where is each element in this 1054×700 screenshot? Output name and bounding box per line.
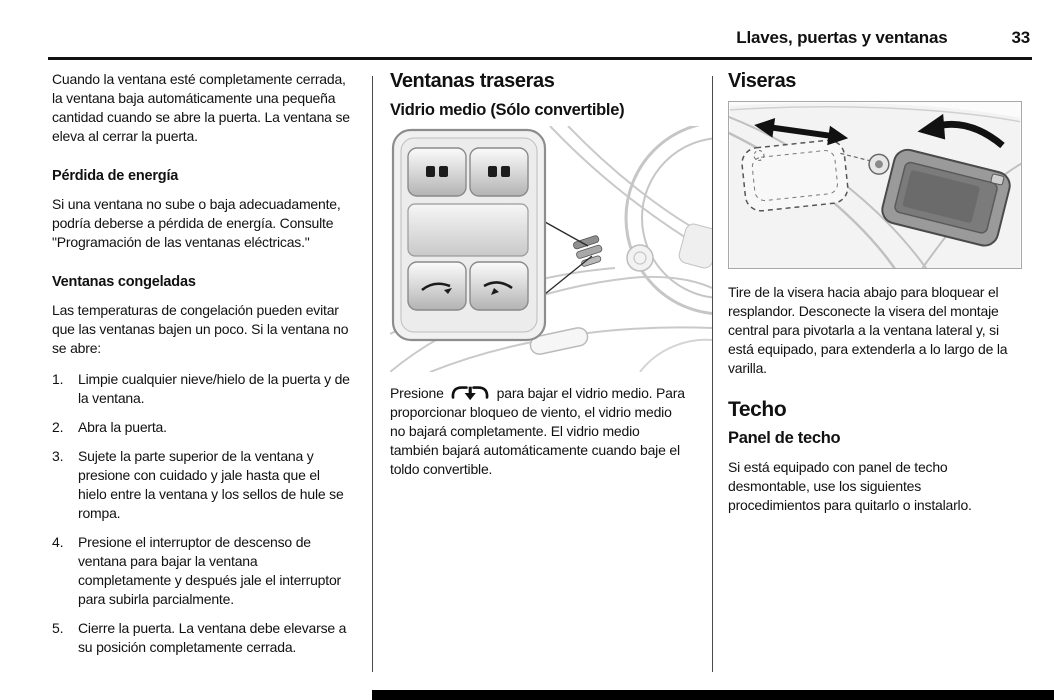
list-item <box>52 533 351 609</box>
steering-wheel-sketch <box>626 126 712 314</box>
callout-pointer-lines <box>545 222 592 294</box>
list-text: Abra la puerta. <box>78 419 167 435</box>
section-heading: Pérdida de energía <box>52 168 179 184</box>
paragraph: Si está equipado con panel de techo desmontable, use los siguientes procedimientos para quitarlo o instalarlo. <box>728 459 972 513</box>
section-heading: Viseras <box>728 70 797 92</box>
list-number: 1. <box>52 371 64 387</box>
right-column <box>728 70 1024 515</box>
sub-heading: Vidrio medio (Sólo convertible) <box>390 101 625 119</box>
paragraph: Si una ventana no sube o baja adecuadamente, podría deberse a pérdida de energía. Consulte "Programación de las ventanas eléctricas." <box>52 196 341 250</box>
window-switch-inset <box>393 130 545 340</box>
page-bottom-bar <box>372 690 1054 700</box>
sub-heading: Panel de techo <box>728 429 841 447</box>
list-item <box>52 447 351 523</box>
paragraph: Tire de la visera hacia abajo para bloquear el resplandor. Desconecte la visera del montaje central para pivotarla a la ventana lateral y, si está equipado, para extenderla a lo largo de la varilla. <box>728 284 1008 376</box>
page-number: 33 <box>1011 28 1030 47</box>
section-heading: Ventanas congeladas <box>52 274 196 290</box>
paragraph: Cuando la ventana esté completamente cerrada, la ventana baja automáticamente una pequeña cantidad cuando se abre la puerta. La ventana se eleva al cerrar la puerta. <box>52 71 350 144</box>
section-heading: Techo <box>728 398 787 421</box>
middle-column <box>390 70 690 479</box>
lock-knob-sketch <box>627 245 653 271</box>
blank-rocker <box>408 204 528 256</box>
paragraph: Las temperaturas de congelación pueden evitar que las ventanas bajen un poco. Si la ventana no se abre: <box>52 302 349 356</box>
list-item <box>52 619 351 657</box>
list-text: Limpie cualquier nieve/hielo de la puerta y de la ventana. <box>78 371 350 406</box>
caption-text: Presione <box>390 385 444 401</box>
list-text: Presione el interruptor de descenso de ventana para bajar la ventana completamente y después jale el interruptor para subirla parcialmente. <box>78 534 341 607</box>
page-header-title: Llaves, puertas y ventanas <box>736 28 948 47</box>
list-number: 5. <box>52 620 64 636</box>
numbered-list <box>52 370 351 657</box>
visor-pivot-mount <box>869 154 889 174</box>
door-panel-illustration <box>390 126 712 372</box>
list-text: Cierre la puerta. La ventana debe elevarse a su posición completamente cerrada. <box>78 620 347 655</box>
list-item <box>52 418 351 437</box>
list-item <box>52 370 351 408</box>
sun-visor-illustration <box>728 101 1022 269</box>
header-rule <box>48 57 1032 60</box>
caption-text: para bajar el vidrio medio. Para proporcionar bloqueo de viento, el vidrio medio no bajará completamente. El vidrio medio también bajará automáticamente cuando baje el toldo convertible. <box>390 385 685 477</box>
figure-caption <box>390 384 690 479</box>
list-number: 3. <box>52 448 64 464</box>
list-number: 2. <box>52 419 64 435</box>
left-column <box>52 70 351 667</box>
column-divider-left <box>372 76 373 672</box>
list-text: Sujete la parte superior de la ventana y presione con cuidado y jale hasta que el hielo entre la ventana y los sellos de hule se rompa. <box>78 448 344 521</box>
list-number: 4. <box>52 534 64 550</box>
visor-stowed-outline <box>740 139 849 213</box>
column-divider-right <box>712 76 713 672</box>
section-heading: Ventanas traseras <box>390 70 555 92</box>
window-down-icon <box>450 384 490 401</box>
page-header <box>736 28 1030 48</box>
